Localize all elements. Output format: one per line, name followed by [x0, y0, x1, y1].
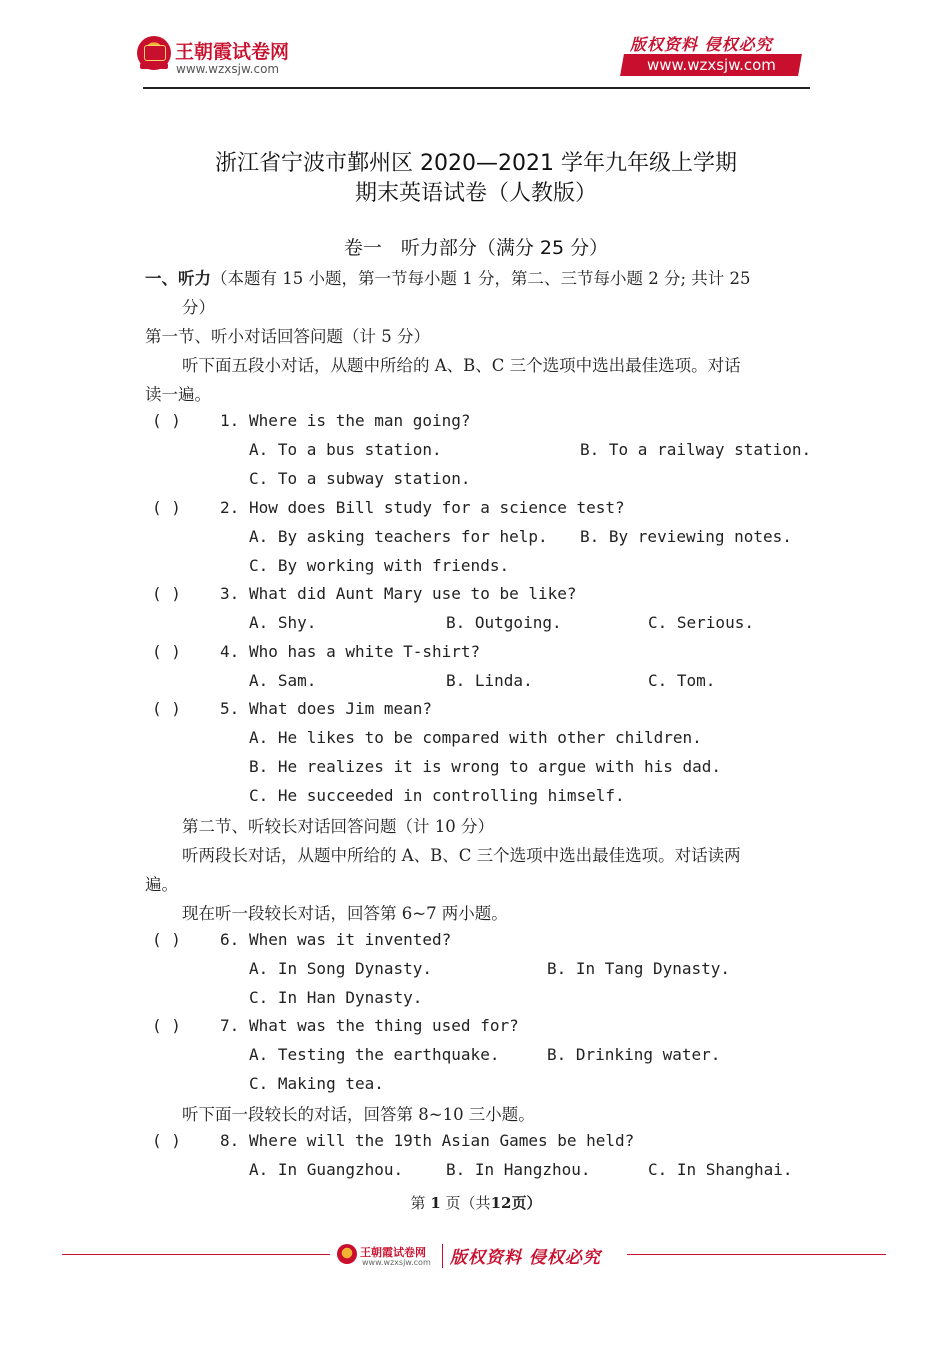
answer-blank[interactable]: ( ) [152, 411, 181, 430]
question-number: 4. [220, 642, 240, 661]
footer-divider-left [62, 1254, 330, 1255]
option-a: A. In Song Dynasty. [249, 959, 433, 978]
question-stem: What does Jim mean? [249, 699, 433, 718]
sec1-instr-2: 读一遍。 [145, 385, 211, 404]
part-desc: （本题有 15 小题，第一节每小题 1 分，第二、三节每小题 2 分; 共计 25 [211, 269, 751, 288]
footer-divider-right [627, 1254, 886, 1255]
option-b: B. He realizes it is wrong to argue with his dad. [249, 757, 722, 776]
answer-blank[interactable]: ( ) [152, 642, 181, 661]
sec2-instr-2: 遍。 [145, 875, 178, 894]
question-number: 8. [220, 1131, 240, 1150]
option-c: C. He succeeded in controlling himself. [249, 786, 625, 805]
sec2-title: 第二节、听较长对话回答问题（计 10 分） [182, 817, 494, 836]
answer-blank[interactable]: ( ) [152, 699, 181, 718]
option-c: C. By working with friends. [249, 556, 510, 575]
brand-name: 王朝霞试卷网 [175, 41, 290, 63]
question-number: 6. [220, 930, 240, 949]
page-prefix: 第 [410, 1194, 426, 1212]
option-a: A. Sam. [249, 671, 317, 690]
page-suffix: 页） [511, 1194, 542, 1212]
sec1-instr-1: 听下面五段小对话，从题中所给的 A、B、C 三个选项中选出最佳选项。对话 [182, 356, 741, 375]
part-desc-cont: 分） [182, 298, 215, 317]
part-heading [145, 265, 751, 289]
option-c: C. Making tea. [249, 1074, 384, 1093]
question-stem: Where will the 19th Asian Games be held? [249, 1131, 635, 1150]
doc-title-line1: 浙江省宁波市鄞州区 2020—2021 学年九年级上学期 [215, 151, 737, 176]
option-a: A. By asking teachers for help. [249, 527, 548, 546]
option-a: A. Shy. [249, 613, 317, 632]
answer-blank[interactable]: ( ) [152, 1131, 181, 1150]
footer-brand-url: www.wzxsjw.com [362, 1258, 431, 1267]
option-b: B. Outgoing. [446, 613, 562, 632]
option-a: A. He likes to be compared with other children. [249, 728, 702, 747]
option-b: B. Drinking water. [547, 1045, 721, 1064]
header-divider [143, 87, 810, 89]
question-stem: When was it invented? [249, 930, 452, 949]
question-number: 2. [220, 498, 240, 517]
option-b: B. To a railway station. [580, 440, 812, 459]
question-stem: Who has a white T-shirt? [249, 642, 481, 661]
page-total: 12 [490, 1194, 512, 1212]
option-c: C. Tom. [648, 671, 716, 690]
sec2-instr-1: 听两段长对话，从题中所给的 A、B、C 三个选项中选出最佳选项。对话读两 [182, 846, 741, 865]
url-banner [620, 54, 802, 76]
option-c: C. In Han Dynasty. [249, 988, 423, 1007]
option-b: B. In Tang Dynasty. [547, 959, 731, 978]
brand-logo-icon [137, 36, 171, 70]
question-stem: How does Bill study for a science test? [249, 498, 625, 517]
footer-logo-icon [337, 1244, 357, 1264]
option-c: C. Serious. [648, 613, 754, 632]
footer-rights-text: 版权资料 侵权必究 [450, 1248, 601, 1268]
question-stem: What was the thing used for? [249, 1016, 519, 1035]
option-c: C. In Shanghai. [648, 1160, 793, 1179]
part-label: 一、听力 [145, 269, 211, 288]
brand-url: www.wzxsjw.com [176, 62, 280, 76]
sec1-title: 第一节、听小对话回答问题（计 5 分） [145, 327, 430, 346]
question-number: 1. [220, 411, 240, 430]
footer-separator [442, 1244, 443, 1268]
url-banner-text: www.wzxsjw.com [646, 56, 776, 74]
page-number [0, 1192, 952, 1213]
sec2-sub2: 听下面一段较长的对话，回答第 8~10 三小题。 [182, 1105, 535, 1124]
footer-brand-name: 王朝霞试卷网 [360, 1246, 426, 1259]
sec2-sub1: 现在听一段较长对话，回答第 6~7 两小题。 [182, 904, 508, 923]
option-c: C. To a subway station. [249, 469, 471, 488]
option-b: B. In Hangzhou. [446, 1160, 591, 1179]
answer-blank[interactable]: ( ) [152, 930, 181, 949]
question-stem: Where is the man going? [249, 411, 471, 430]
page-current: 1 [430, 1194, 441, 1212]
doc-title-line2: 期末英语试卷（人教版） [354, 181, 597, 206]
option-b: B. Linda. [446, 671, 533, 690]
question-number: 7. [220, 1016, 240, 1035]
rights-text: 版权资料 侵权必究 [630, 35, 773, 54]
option-a: A. To a bus station. [249, 440, 442, 459]
option-a: A. In Guangzhou. [249, 1160, 404, 1179]
option-a: A. Testing the earthquake. [249, 1045, 500, 1064]
answer-blank[interactable]: ( ) [152, 584, 181, 603]
answer-blank[interactable]: ( ) [152, 498, 181, 517]
answer-blank[interactable]: ( ) [152, 1016, 181, 1035]
question-stem: What did Aunt Mary use to be like? [249, 584, 577, 603]
section-title: 卷一 听力部分（满分 25 分） [343, 237, 609, 259]
page-mid: 页（共 [445, 1194, 491, 1212]
question-number: 3. [220, 584, 240, 603]
question-number: 5. [220, 699, 240, 718]
option-b: B. By reviewing notes. [580, 527, 792, 546]
